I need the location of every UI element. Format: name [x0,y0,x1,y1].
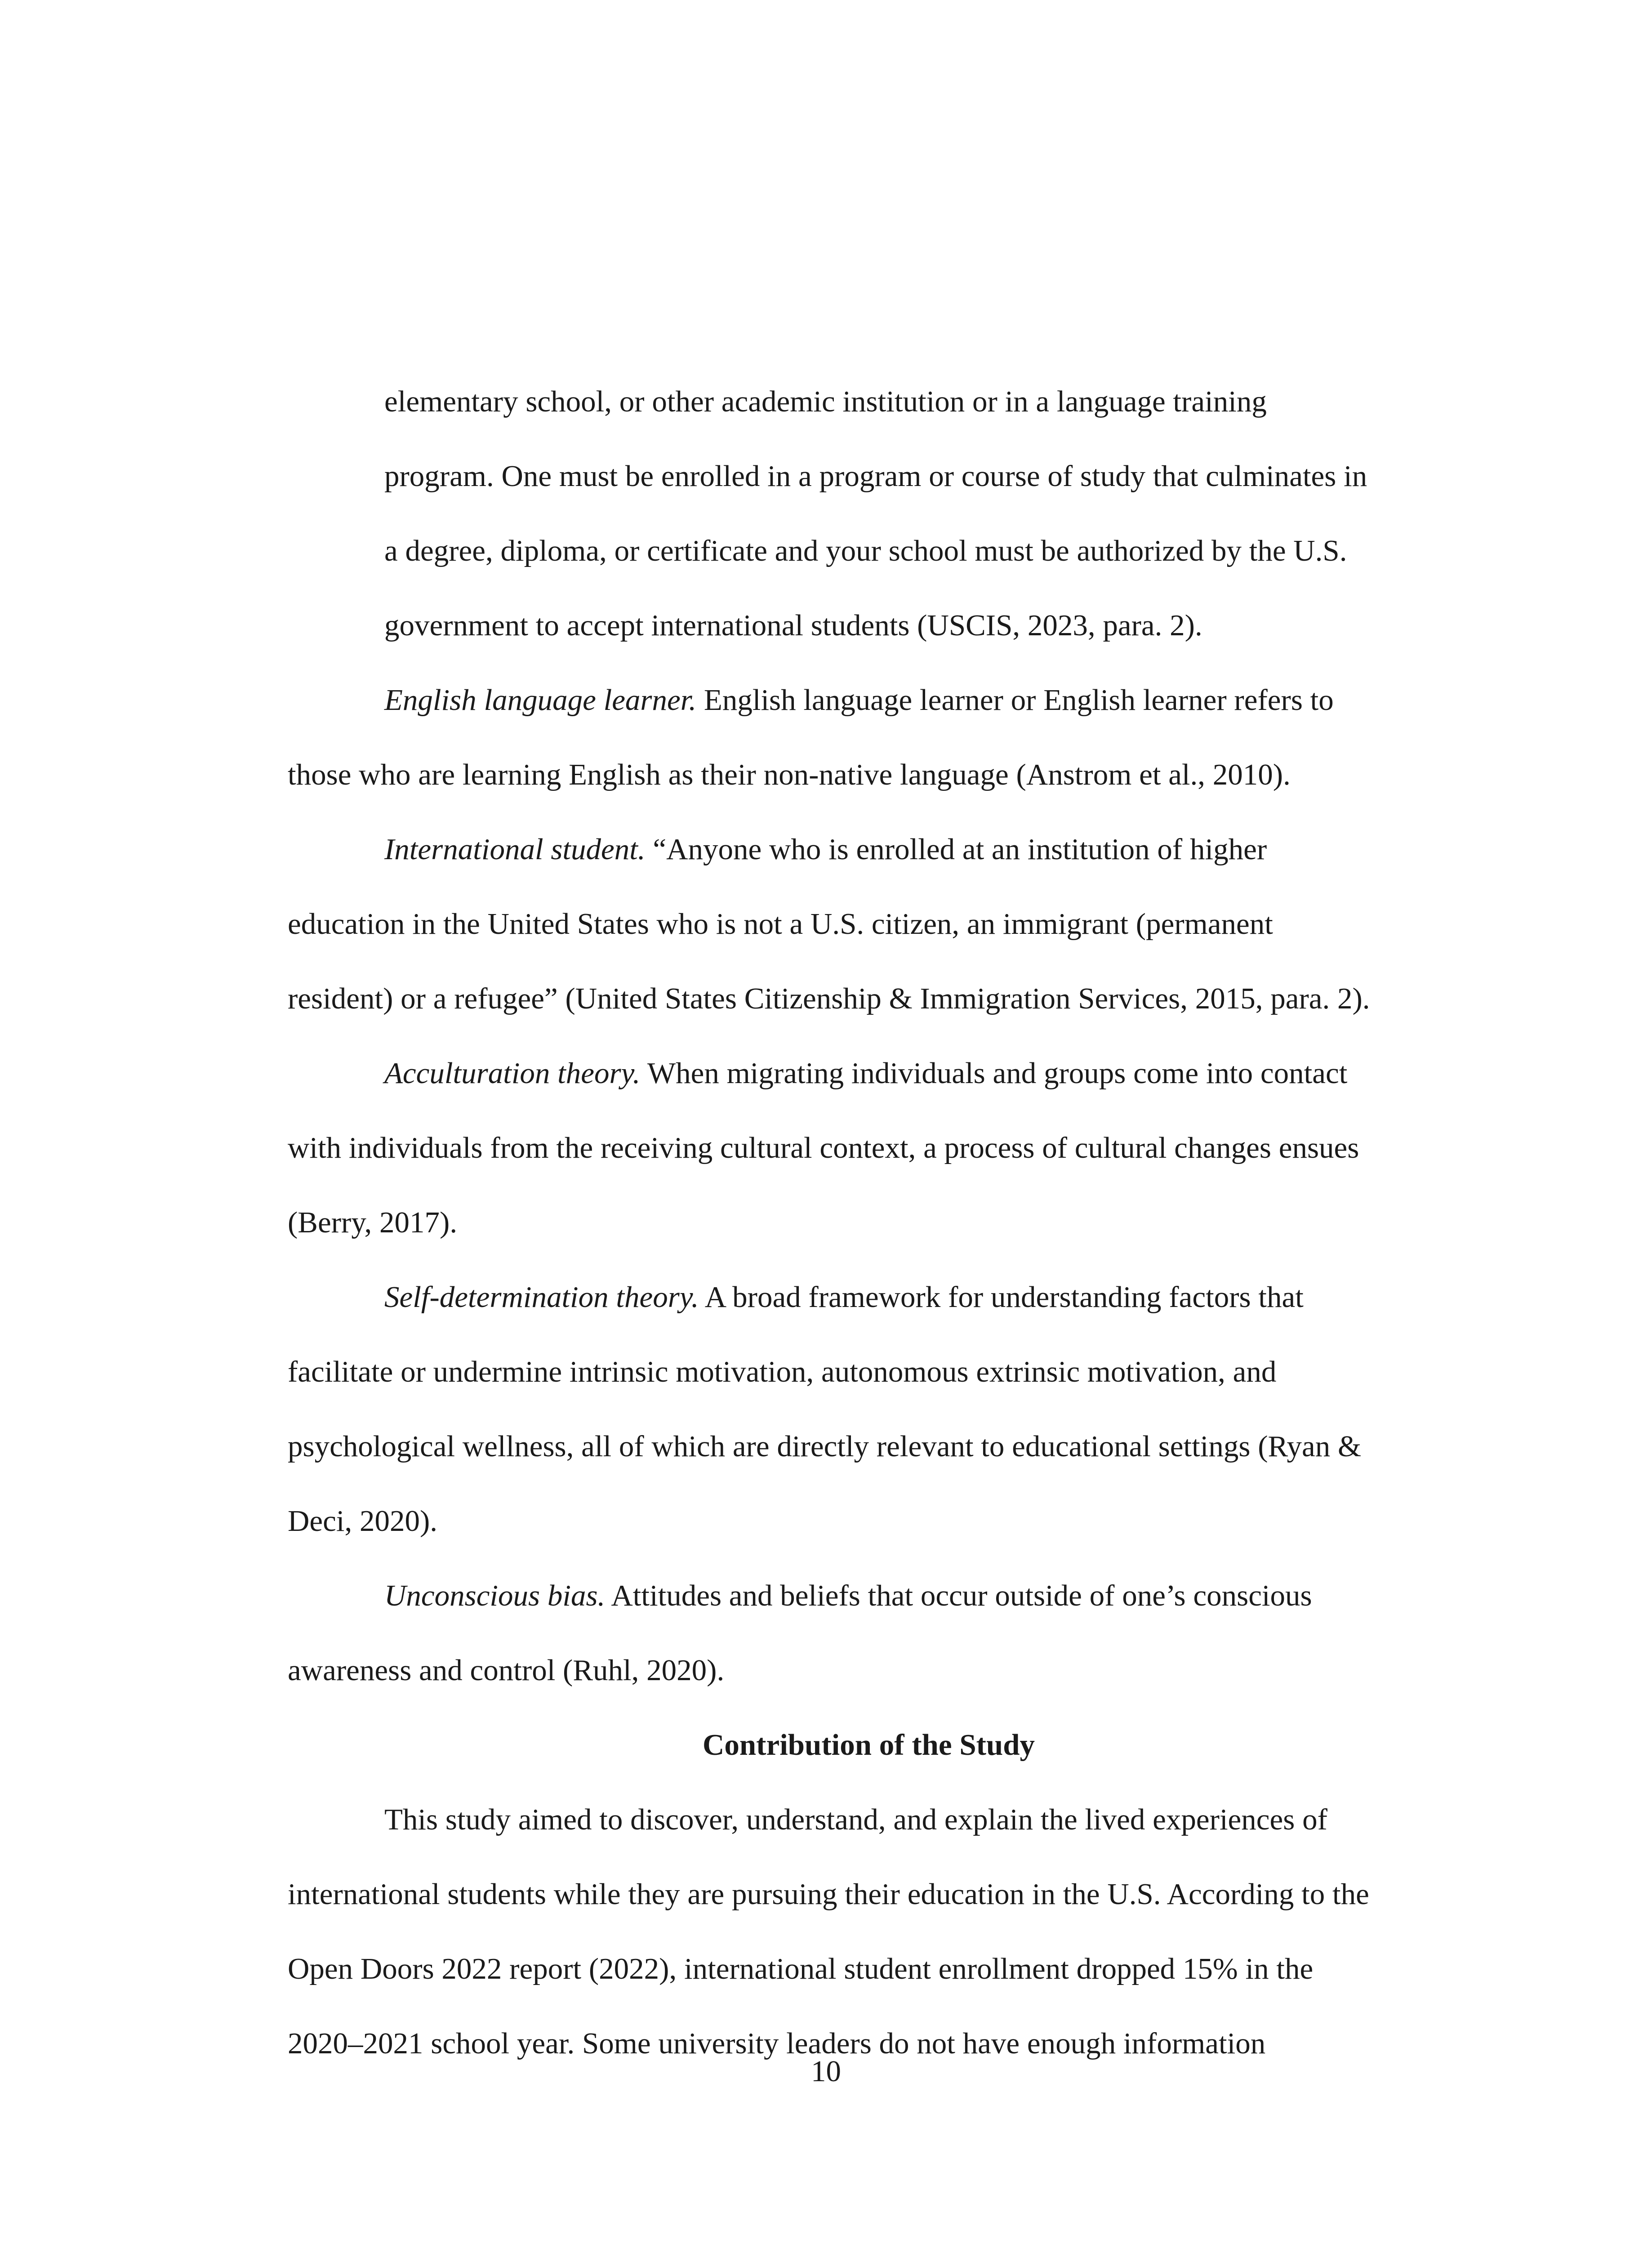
definition-line: Deci, 2020). [288,1504,438,1538]
definition-line: awareness and control (Ruhl, 2020). [288,1654,725,1687]
quote-line: program. One must be enrolled in a program or course of study that culminates in [384,459,1367,493]
section-heading: Contribution of the Study [703,1728,1035,1762]
definition-text: English language learner or English learner refers to [696,683,1334,717]
definition-line: (Berry, 2017). [288,1206,458,1239]
definition-first-line [288,1558,1450,1633]
definition-first-line [288,663,1450,737]
definition-line: those who are learning English as their non-native language (Anstrom et al., 2010). [288,758,1291,791]
definition-line: psychological wellness, all of which are directly relevant to educational settings (Ryan & [288,1430,1362,1463]
paragraph-line: 2020–2021 school year. Some university leaders do not have enough information [288,2027,1266,2060]
quote-line: elementary school, or other academic institution or in a language training [384,385,1267,418]
definition-line: education in the United States who is not a U.S. citizen, an immigrant (permanent [288,907,1273,941]
definition-term: Unconscious bias. [384,1579,606,1612]
definition-term: International student. [384,833,646,866]
definition-line: facilitate or undermine intrinsic motivation, autonomous extrinsic motivation, and [288,1355,1277,1388]
paragraph-line: international students while they are pursuing their education in the U.S. According to the [288,1878,1369,1911]
definition-text: Attitudes and beliefs that occur outside of one’s conscious [605,1579,1312,1612]
paragraph-line: Open Doors 2022 report (2022), international student enrollment dropped 15% in the [288,1952,1314,1985]
definition-line: with individuals from the receiving cultural context, a process of cultural changes ensues [288,1131,1359,1164]
page-number: 10 [811,2055,841,2088]
paragraph-line: This study aimed to discover, understand, and explain the lived experiences of [384,1803,1327,1836]
quote-line: government to accept international students (USCIS, 2023, para. 2). [384,609,1202,642]
body-text [288,364,1450,2081]
definition-term: Self-determination theory. [384,1280,699,1314]
definition-first-line [288,812,1450,887]
definition-term: Acculturation theory. [384,1057,641,1090]
quote-line: a degree, diploma, or certificate and your school must be authorized by the U.S. [384,534,1347,567]
definition-term: English language learner. [384,683,697,717]
definition-line: resident) or a refugee” (United States Citizenship & Immigration Services, 2015, para. 2). [288,982,1370,1015]
definition-first-line [288,1260,1450,1334]
definition-first-line [288,1036,1450,1111]
definition-text: “Anyone who is enrolled at an institution of higher [645,833,1267,866]
definition-text: A broad framework for understanding factors that [699,1280,1304,1314]
definition-text: When migrating individuals and groups come into contact [640,1057,1348,1090]
